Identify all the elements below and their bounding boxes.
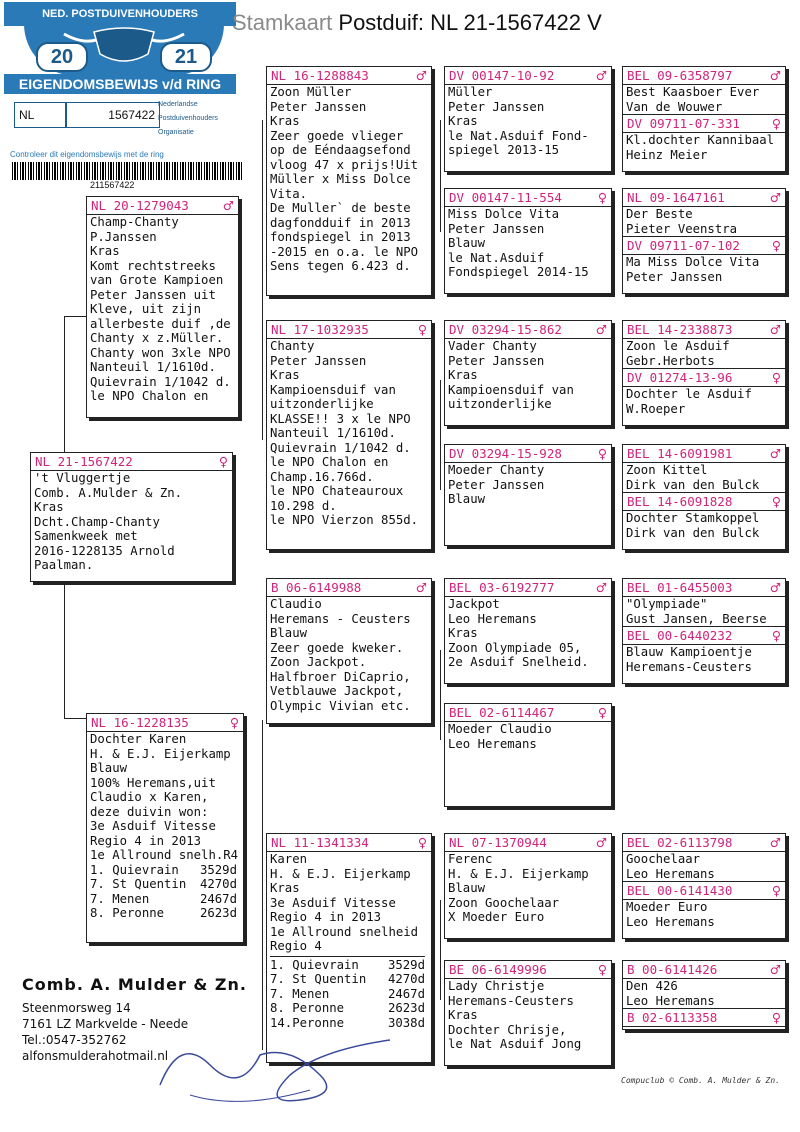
female-icon: ♀ <box>417 322 427 337</box>
pigeon-line: W.Roeper <box>626 401 686 416</box>
male-icon: ♂ <box>769 835 781 850</box>
pigeon-line: Fondspiegel 2014-15 <box>448 265 589 279</box>
pigeon-line: Kras <box>270 368 300 382</box>
pigeon-pair-fmf[interactable] <box>622 320 786 426</box>
pigeon-line: KLASSE!! 3 x le NPO <box>270 411 411 426</box>
pigeon-line: Kleve, uit zijn <box>90 302 202 316</box>
female-icon: ♀ <box>771 628 781 643</box>
male-icon: ♂ <box>595 580 607 595</box>
male-icon: ♂ <box>769 446 781 461</box>
pigeon-line: 3e Asduif Vitesse <box>90 819 216 833</box>
pigeon-line: Kras <box>448 1008 478 1022</box>
pigeon-line: Jackpot <box>448 597 500 611</box>
ring-number: NL 09-1647161 ♂ <box>623 189 785 207</box>
pigeon-line: Leo Heremans <box>626 866 715 881</box>
pigeon-line: Müller <box>448 85 493 99</box>
ring-number: DV 00147-10-92 ♂ <box>445 67 611 85</box>
pigeon-line: Samenkweek met <box>34 529 138 543</box>
male-icon: ♂ <box>769 580 781 595</box>
pigeon-line: Comb. A.Mulder & Zn. <box>34 485 183 500</box>
race-row: 7. St Quentin 4270d <box>270 972 425 986</box>
female-icon: ♀ <box>597 190 607 205</box>
ring-number: BEL 09-6358797 ♂ <box>623 67 785 85</box>
breeder-email[interactable]: alfonsmulderahotmail.nl <box>22 1049 169 1063</box>
pigeon-line: 1e Allround snelheid <box>270 924 419 939</box>
pigeon-line: -2015 en o.a. le NPO <box>270 244 419 259</box>
pigeon-line: Regio 4 in 2013 <box>270 910 382 924</box>
breeder-city: 7161 LZ Markvelde - Neede <box>22 1017 189 1031</box>
connector <box>440 650 441 740</box>
pigeon-line: H. & E.J. Eijerkamp <box>270 866 411 881</box>
female-icon: ♀ <box>771 116 781 131</box>
pigeon-line: Blauw Kampioentje <box>626 645 752 659</box>
pigeon-line: Kras <box>90 244 120 258</box>
pigeon-card-fff[interactable] <box>444 66 612 172</box>
pigeon-line: Zoon le Asduif <box>626 339 730 353</box>
connector <box>64 316 86 317</box>
pigeon-line: allerbeste duif ,de <box>90 316 231 331</box>
pigeon-line: Ma Miss Dolce Vita <box>626 255 760 269</box>
pigeon-card-ffm[interactable] <box>444 188 612 294</box>
pigeon-line: H. & E.J. Eijerkamp <box>448 866 589 881</box>
male-icon: ♂ <box>595 835 607 850</box>
pigeon-line: Lady Christje <box>448 979 545 993</box>
pigeon-line: le Nat.Asduif <box>448 250 545 265</box>
male-icon: ♂ <box>415 68 427 83</box>
pigeon-line: Leo Heremans <box>448 611 537 626</box>
connector <box>262 120 263 440</box>
female-icon: ♀ <box>597 446 607 461</box>
pigeon-card-fmm[interactable] <box>444 444 612 546</box>
female-icon: ♀ <box>771 1010 781 1025</box>
pigeon-line: Nanteuil 1/1610d. <box>270 426 396 440</box>
female-icon: ♀ <box>218 454 228 469</box>
ring-number: BE 06-6149996 ♀ <box>445 961 611 979</box>
pigeon-card-father[interactable] <box>86 196 239 418</box>
ring-number: BEL 00-6141430 ♀ <box>623 881 785 900</box>
footer-credit: Compuclub © Comb. A. Mulder & Zn. <box>621 1076 780 1085</box>
pigeon-line: Dochter Karen <box>90 732 187 746</box>
pigeon-line: uitzonderlijke <box>270 397 374 411</box>
pigeon-line: le NPO Chalon en <box>270 455 389 469</box>
pigeon-line: Pieter Veenstra <box>626 221 738 236</box>
pigeon-line: "Olympiade" <box>626 597 708 611</box>
pigeon-line: Moeder Chanty <box>448 463 545 477</box>
pigeon-line: Peter Janssen <box>626 269 723 284</box>
pigeon-line: Heremans - Ceusters <box>270 611 411 626</box>
pigeon-line: Zeer goede vlieger <box>270 128 404 143</box>
pigeon-line: Vetblauwe Jackpot, <box>270 684 404 698</box>
pigeon-line: Peter Janssen <box>448 477 545 492</box>
ring-number: NL 21-1567422 ♀ <box>31 453 232 471</box>
pigeon-card-ff[interactable] <box>266 66 432 296</box>
pigeon-line: Chanty <box>270 339 315 353</box>
pigeon-line: Blauw <box>90 761 128 775</box>
pigeon-card-mf[interactable] <box>266 578 432 724</box>
pigeon-line: Moeder Claudio <box>448 722 552 736</box>
pigeon-line: Zeer goede kweker. <box>270 640 404 655</box>
pigeon-pair-mmf[interactable] <box>622 833 786 939</box>
pigeon-line: Komt rechtstreeks <box>90 258 216 273</box>
race-row: 7. St Quentin 4270d <box>90 877 237 891</box>
certificate-legend <box>158 98 218 140</box>
pigeon-line: le NPO Chalon en <box>90 389 209 403</box>
pigeon-line: Heinz Meier <box>626 147 708 162</box>
ring-number: DV 03294-15-862 ♂ <box>445 321 611 339</box>
pigeon-line: Peter Janssen <box>448 353 545 368</box>
pigeon-line: Claudio <box>270 597 322 611</box>
title-text: Postduif: NL 21-1567422 V <box>338 10 602 35</box>
race-row: 14.Peronne 3038d <box>270 1015 425 1030</box>
pigeon-line: Den 426 <box>626 979 678 993</box>
pigeon-line: Kampioensduif van <box>270 382 396 397</box>
pigeon-line: Kras <box>34 500 64 514</box>
pigeon-line: Peter Janssen <box>270 99 367 114</box>
pigeon-line: Zoon Kittel <box>626 463 708 477</box>
pigeon-card-mfm[interactable] <box>444 703 612 807</box>
pigeon-card-mmf[interactable] <box>444 833 612 939</box>
year-left: 20 <box>36 42 88 72</box>
connector <box>440 900 441 1000</box>
pigeon-line: Chanty x z.Müller. <box>90 331 224 345</box>
pigeon-line: Peter Janssen uit <box>90 287 216 302</box>
pigeon-line: Dochter le Asduif <box>626 387 752 401</box>
pigeon-line: le Nat.Asduif Fond- <box>448 128 589 143</box>
barcode-number: 211567422 <box>90 180 135 190</box>
barcode <box>12 162 242 180</box>
pigeon-line: Moeder Euro <box>626 900 708 914</box>
pigeon-line: Zoon Müller <box>270 85 352 99</box>
pigeon-card-fmf[interactable] <box>444 320 612 426</box>
ring-number: BEL 02-6114467 ♀ <box>445 704 611 722</box>
pigeon-line: Blauw <box>270 626 308 640</box>
pigeon-line: 't Vluggertje <box>34 471 131 485</box>
pigeon-line: Kampioensduif van <box>448 382 574 397</box>
pigeon-line: 2e Asduif Snelheid. <box>448 655 589 669</box>
legend-line: Organisatie <box>158 129 194 136</box>
certificate-title: EIGENDOMSBEWIJS v/d RING <box>4 74 236 94</box>
ring-number: DV 09711-07-331 ♀ <box>623 114 785 133</box>
race-row: 1. Quievrain 3529d <box>90 862 237 877</box>
pigeon-line: X Moeder Euro <box>448 910 545 924</box>
pigeon-line: le Nat Asduif Jong <box>448 1037 582 1051</box>
pigeon-line: Paalman. <box>34 558 94 572</box>
pigeon-line: Blauw <box>448 492 486 506</box>
pigeon-line: Goochelaar <box>626 852 701 866</box>
ring-number: NL 20-1279043 ♂ <box>87 197 238 215</box>
pigeon-pair-fff[interactable] <box>622 66 786 172</box>
connector <box>440 120 441 232</box>
pigeon-line: van Grote Kampioen <box>90 273 224 287</box>
pigeon-line: Kl.dochter Kannibaal <box>626 133 775 147</box>
pigeon-pair-mmm[interactable] <box>622 960 786 1030</box>
pigeon-line: Leo Heremans <box>626 914 715 929</box>
pigeon-line: Sens tegen 6.423 d. <box>270 259 411 273</box>
pigeon-line: H. & E.J. Eijerkamp <box>90 746 231 761</box>
pigeon-line: Der Beste <box>626 207 693 221</box>
male-icon: ♂ <box>222 198 234 213</box>
ring-number: DV 09711-07-102 ♀ <box>623 236 785 255</box>
pigeon-line: 100% Heremans,uit <box>90 775 216 790</box>
ring-number: BEL 03-6192777 ♂ <box>445 579 611 597</box>
pigeon-card-mother[interactable] <box>86 713 244 943</box>
pigeon-line: Gust Jansen, Beerse <box>626 611 767 626</box>
certificate-org: NED. POSTDUIVENHOUDERS <box>4 2 236 26</box>
pigeon-line: Van de Wouwer <box>626 99 723 114</box>
year-right: 21 <box>160 42 212 72</box>
ring-number: B 06-6149988 ♂ <box>267 579 431 597</box>
pigeon-line: Dochter Stamkoppel <box>626 511 760 525</box>
pigeon-line: Karen <box>270 852 308 866</box>
pigeon-line: Peter Janssen <box>270 353 367 368</box>
pigeon-line: spiegel 2013-15 <box>448 143 560 157</box>
certificate-number: 1567422 <box>66 102 160 128</box>
signature-icon <box>150 1015 410 1115</box>
breeder-street: Steenmorsweg 14 <box>22 1001 131 1015</box>
pigeon-line: Zoon Olympiade 05, <box>448 640 582 655</box>
pigeon-line: P.Janssen <box>90 229 157 244</box>
pigeon-line: Champ-Chanty <box>90 215 179 229</box>
pigeon-line: Heremans-Ceusters <box>448 993 574 1008</box>
pigeon-line: Dirk van den Bulck <box>626 525 760 540</box>
divider <box>270 956 425 957</box>
pigeon-line: 2016-1228135 Arnold <box>34 543 175 558</box>
pigeon-line: uitzonderlijke <box>448 397 552 411</box>
pigeon-line: Peter Janssen <box>448 221 545 236</box>
pigeon-line: Blauw <box>448 236 486 250</box>
connector <box>262 720 263 1050</box>
pigeon-card-mmm[interactable] <box>444 960 612 1066</box>
ring-number: BEL 14-6091981 ♂ <box>623 445 785 463</box>
female-icon: ♀ <box>771 238 781 253</box>
pigeon-card-mff[interactable] <box>444 578 612 684</box>
pigeon-line: Nanteuil 1/1610d. <box>90 360 216 374</box>
pigeon-line: deze duivin won: <box>90 804 209 819</box>
pigeon-line: le NPO Chateauroux <box>270 484 404 498</box>
pigeon-line: fondspiegel in 2013 <box>270 230 411 244</box>
pigeon-pair-ffm[interactable] <box>622 188 786 294</box>
ring-number: DV 00147-11-554 ♀ <box>445 189 611 207</box>
pigeon-line: op de Eéndaagsefond <box>270 143 411 157</box>
ring-number: NL 17-1032935 ♀ <box>267 321 431 339</box>
pigeon-line: Ferenc <box>448 852 493 866</box>
pigeon-line: Kras <box>448 626 478 640</box>
male-icon: ♂ <box>415 580 427 595</box>
female-icon: ♀ <box>229 715 239 730</box>
ring-number: DV 03294-15-928 ♀ <box>445 445 611 463</box>
pigeon-line: Vita. <box>270 186 308 201</box>
female-icon: ♀ <box>771 883 781 898</box>
race-row: 1. Quievrain 3529d <box>270 957 425 972</box>
pigeon-line: Best Kaasboer Ever <box>626 85 760 99</box>
legend-line: Nederlandse <box>158 101 198 108</box>
pigeon-line: 3e Asduif Vitesse <box>270 895 396 910</box>
pigeon-line: Dochter Chrisje, <box>448 1022 567 1037</box>
male-icon: ♂ <box>769 190 781 205</box>
pigeon-line: Zoon Goochelaar <box>448 895 560 910</box>
female-icon: ♀ <box>417 835 427 850</box>
pigeon-line: De Muller` de beste <box>270 201 411 215</box>
breeder-name: Comb. A. Mulder & Zn. <box>22 975 247 994</box>
pigeon-line: Olympic Vivian etc. <box>270 698 411 713</box>
pigeon-line: Kras <box>448 368 478 382</box>
ring-number: BEL 02-6113798 ♂ <box>623 834 785 852</box>
ring-number: NL 16-1228135 ♀ <box>87 714 243 732</box>
pigeon-line: le NPO Vierzon 855d. <box>270 513 419 527</box>
ring-number: B 00-6141426 ♂ <box>623 961 785 979</box>
ring-number: NL 07-1370944 ♂ <box>445 834 611 852</box>
pigeon-line: Kras <box>270 881 300 895</box>
ring-number: NL 16-1288843 ♂ <box>267 67 431 85</box>
pigeon-line: Zoon Jackpot. <box>270 655 367 669</box>
pigeon-line: Claudio x Karen, <box>90 790 209 804</box>
breeder-phone: Tel.:0547-352762 <box>22 1033 127 1047</box>
female-icon: ♀ <box>771 494 781 509</box>
pigeon-line: Blauw <box>448 881 486 895</box>
certificate-country: NL <box>14 102 66 128</box>
pigeon-line: Quievrain 1/1042 d. <box>270 440 411 455</box>
male-icon: ♂ <box>769 322 781 337</box>
race-row: 8. Peronne 2623d <box>90 906 237 920</box>
ring-number: NL 11-1341334 ♀ <box>267 834 431 852</box>
male-icon: ♂ <box>769 962 781 977</box>
pigeon-line: Regio 4 in 2013 <box>90 833 202 848</box>
pigeon-card-fm[interactable] <box>266 320 432 550</box>
pigeon-line: Müller x Miss Dolce <box>270 172 411 186</box>
race-row: 8. Peronne 2623d <box>270 1001 425 1015</box>
legend-line: Postduivenhouders <box>158 115 218 122</box>
ownership-certificate <box>4 2 240 194</box>
male-icon: ♂ <box>769 68 781 83</box>
pigeon-line: Leo Heremans <box>626 993 715 1008</box>
pigeon-line: Dcht.Champ-Chanty <box>34 514 160 529</box>
ring-number: B 02-6113358 ♀ <box>623 1008 785 1027</box>
female-icon: ♀ <box>597 705 607 720</box>
connector <box>64 718 86 719</box>
pigeon-line: Vader Chanty <box>448 339 537 353</box>
pigeon-line: 10.298 d. <box>270 498 337 513</box>
pigeon-line: Kras <box>270 114 300 128</box>
pigeon-line: Dirk van den Bulck <box>626 477 760 492</box>
pigeon-line: 1e Allround snelh.R4 <box>90 848 239 862</box>
ring-number: DV 01274-13-96 ♀ <box>623 368 785 387</box>
pigeon-line: Regio 4 <box>270 939 322 953</box>
pigeon-line: dagfondduif in 2013 <box>270 215 411 230</box>
female-icon: ♀ <box>597 962 607 977</box>
race-row: 7. Menen 2467d <box>270 986 425 1001</box>
ring-number: BEL 01-6455003 ♂ <box>623 579 785 597</box>
male-icon: ♂ <box>595 322 607 337</box>
pigeon-card-subject[interactable] <box>30 452 233 582</box>
pigeon-line: Gebr.Herbots <box>626 353 715 368</box>
pigeon-line: Halfbroer DiCaprio, <box>270 669 411 684</box>
pigeon-line: vloog 47 x prijs!Uit <box>270 157 419 172</box>
ring-number: BEL 14-2338873 ♂ <box>623 321 785 339</box>
pigeon-line: Heremans-Ceusters <box>626 659 752 674</box>
male-icon: ♂ <box>595 68 607 83</box>
title-prefix: Stamkaart <box>232 10 333 35</box>
pigeon-line: Leo Heremans <box>448 736 537 751</box>
pigeon-line: Champ.16.766d. <box>270 469 374 484</box>
page-title <box>232 10 602 36</box>
ring-number: BEL 14-6091828 ♀ <box>623 492 785 511</box>
pigeon-line: Chanty won 3xle NPO <box>90 345 231 360</box>
certificate-note: Controleer dit eigendomsbewijs met de ring <box>10 150 164 159</box>
female-icon: ♀ <box>771 370 781 385</box>
pigeon-line: Peter Janssen <box>448 99 545 114</box>
ring-number: BEL 00-6440232 ♀ <box>623 626 785 645</box>
connector <box>440 380 441 490</box>
pigeon-line: Kras <box>448 114 478 128</box>
pigeon-line: Quievrain 1/1042 d. <box>90 374 231 389</box>
pigeon-pair-fmm[interactable] <box>622 444 786 550</box>
pigeon-line: Miss Dolce Vita <box>448 207 560 221</box>
race-row: 7. Menen 2467d <box>90 891 237 906</box>
pigeon-pair-mff[interactable] <box>622 578 786 684</box>
